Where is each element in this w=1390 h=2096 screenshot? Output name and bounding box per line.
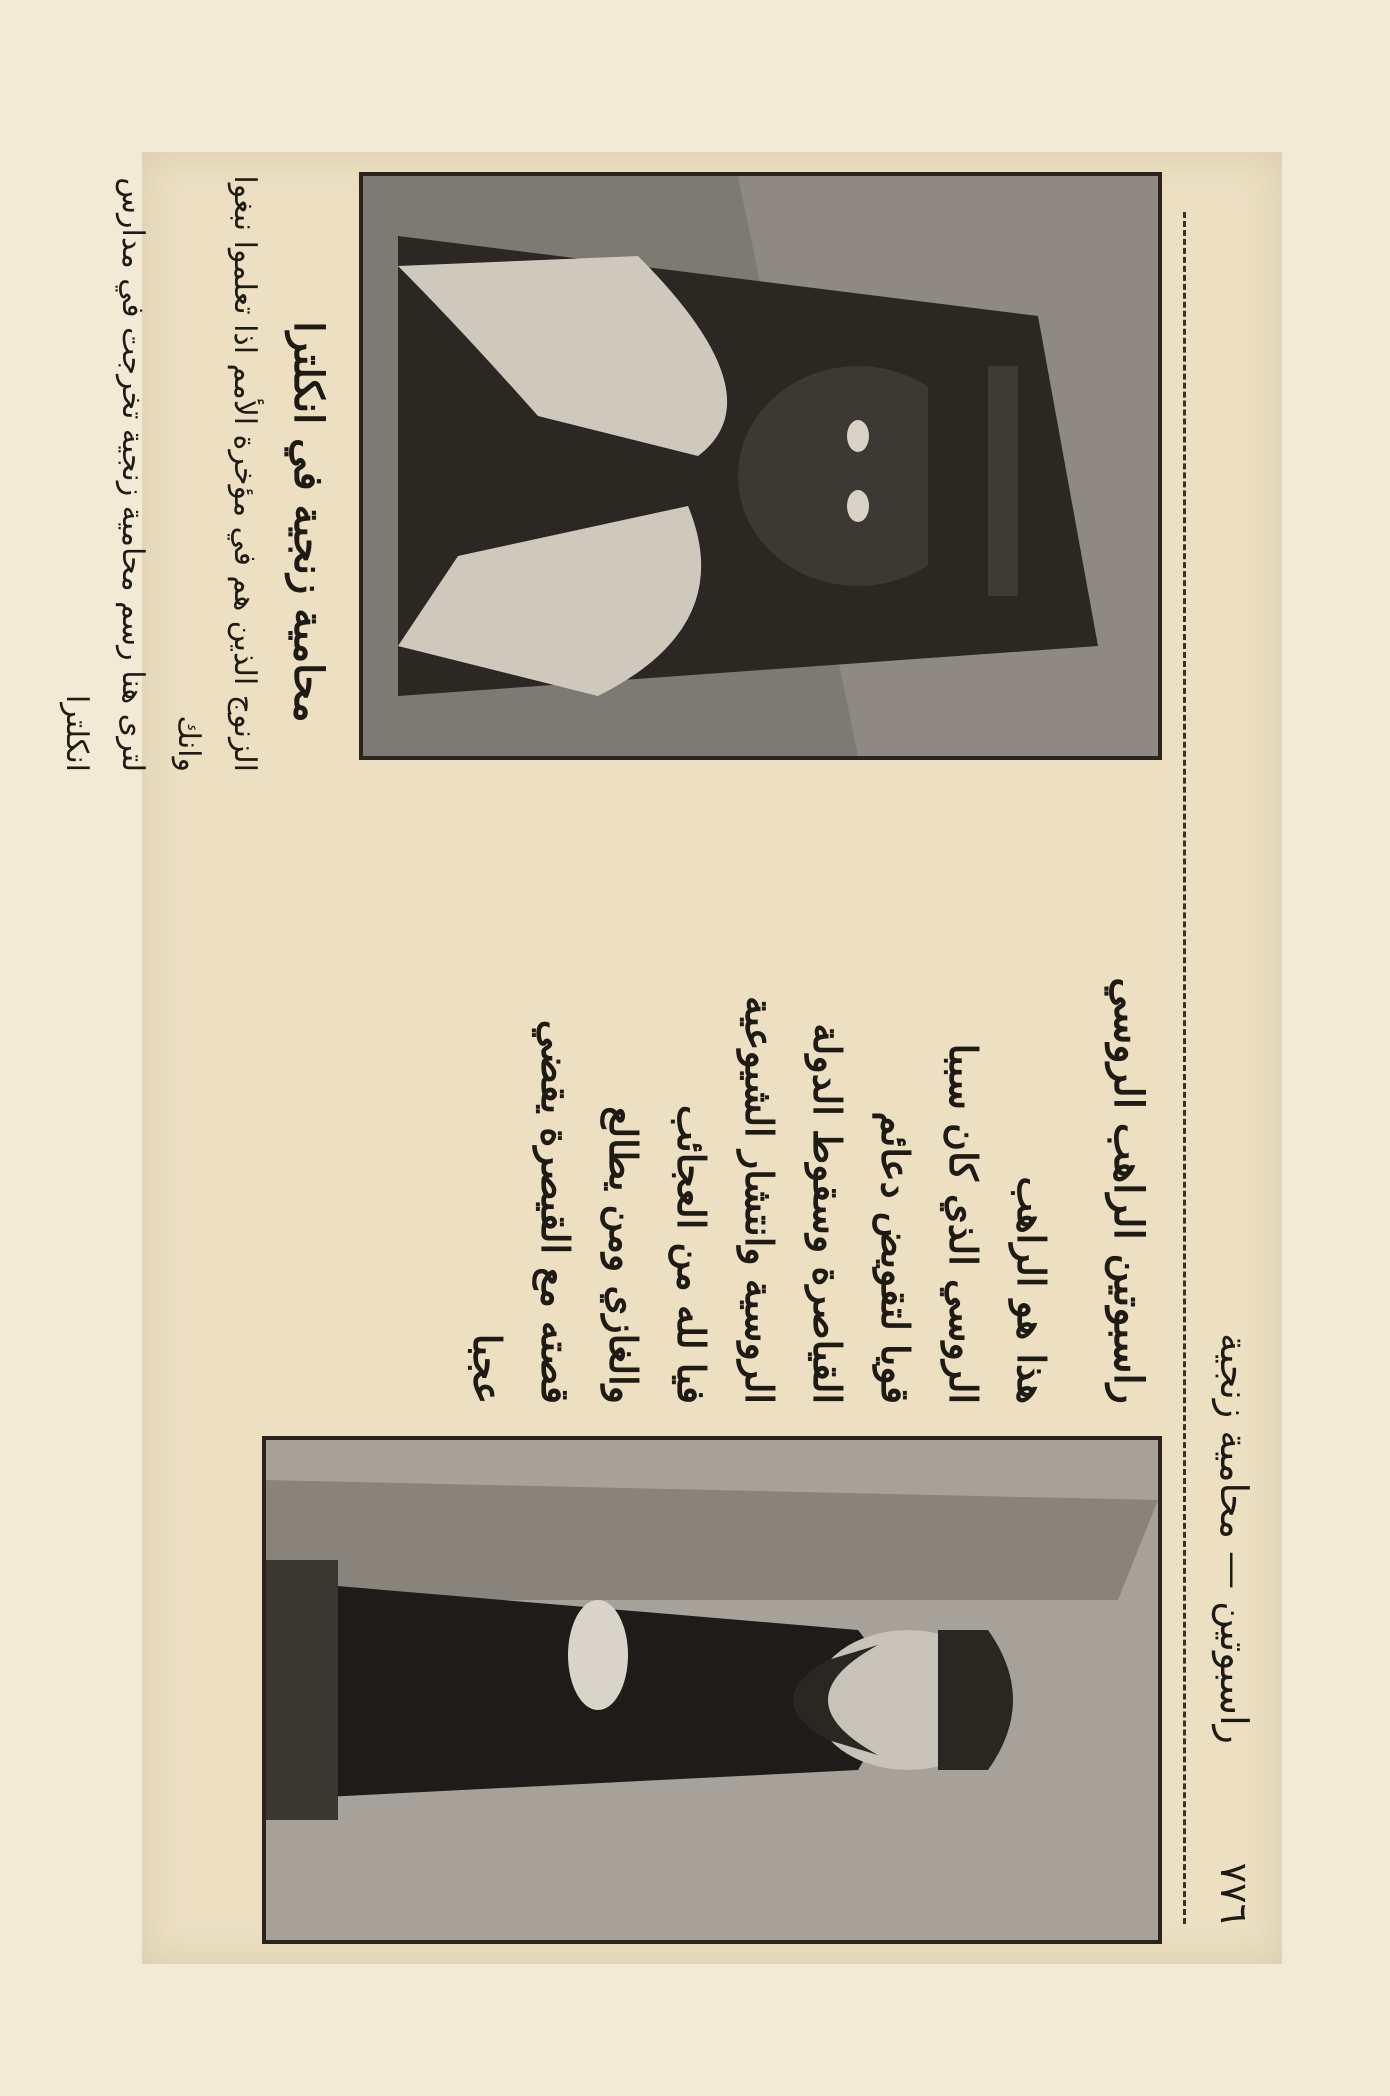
caption-line: القياصرة وسقوط الدولة <box>805 1023 850 1404</box>
rasputin-photo <box>262 1436 1162 1944</box>
caption-line: لترى هنا رسم محامية زنجية تخرجت في مدارس انكلترا <box>59 177 150 772</box>
running-title: راسبوتين — محامية زنجية <box>1212 1332 1256 1744</box>
caption-line: الروسية وانتشار الشيوعية <box>737 995 782 1404</box>
caption-line: هذا هو الراهب <box>1009 1176 1054 1404</box>
caption-line: عجبا <box>465 1333 510 1404</box>
page-header <box>1202 192 1262 1924</box>
lawyer-photo <box>359 172 1162 760</box>
lawyer-caption <box>48 172 272 772</box>
caption-line: فيا لله من العجائب <box>669 1104 714 1404</box>
rasputin-figure-illustration <box>266 1440 1158 1940</box>
rasputin-caption-title: راسبوتين الراهب الروسي <box>1105 977 1152 1404</box>
caption-line: قويا لتقويض دعائم <box>873 1111 918 1404</box>
rasputin-caption <box>432 764 1152 1404</box>
caption-line: الزنوج الذين هم في مؤخرة الأمم اذا تعلموا نبغوا وانك <box>171 175 262 772</box>
caption-line: والغازي ومن يطالع <box>601 1106 646 1404</box>
page-number: ٧٧٦ <box>1212 1862 1256 1924</box>
rasputin-caption-body <box>453 764 1065 1404</box>
caption-line: قصته مع القيصرة يقضي <box>533 1019 578 1404</box>
caption-line: الروسي الذي كان سببا <box>941 1043 986 1404</box>
lawyer-portrait-illustration <box>363 176 1158 756</box>
header-rule <box>1177 212 1186 1924</box>
rotated-page-content <box>59 152 1282 1964</box>
lawyer-title: محامية زنجية في انكلترا <box>285 321 332 723</box>
